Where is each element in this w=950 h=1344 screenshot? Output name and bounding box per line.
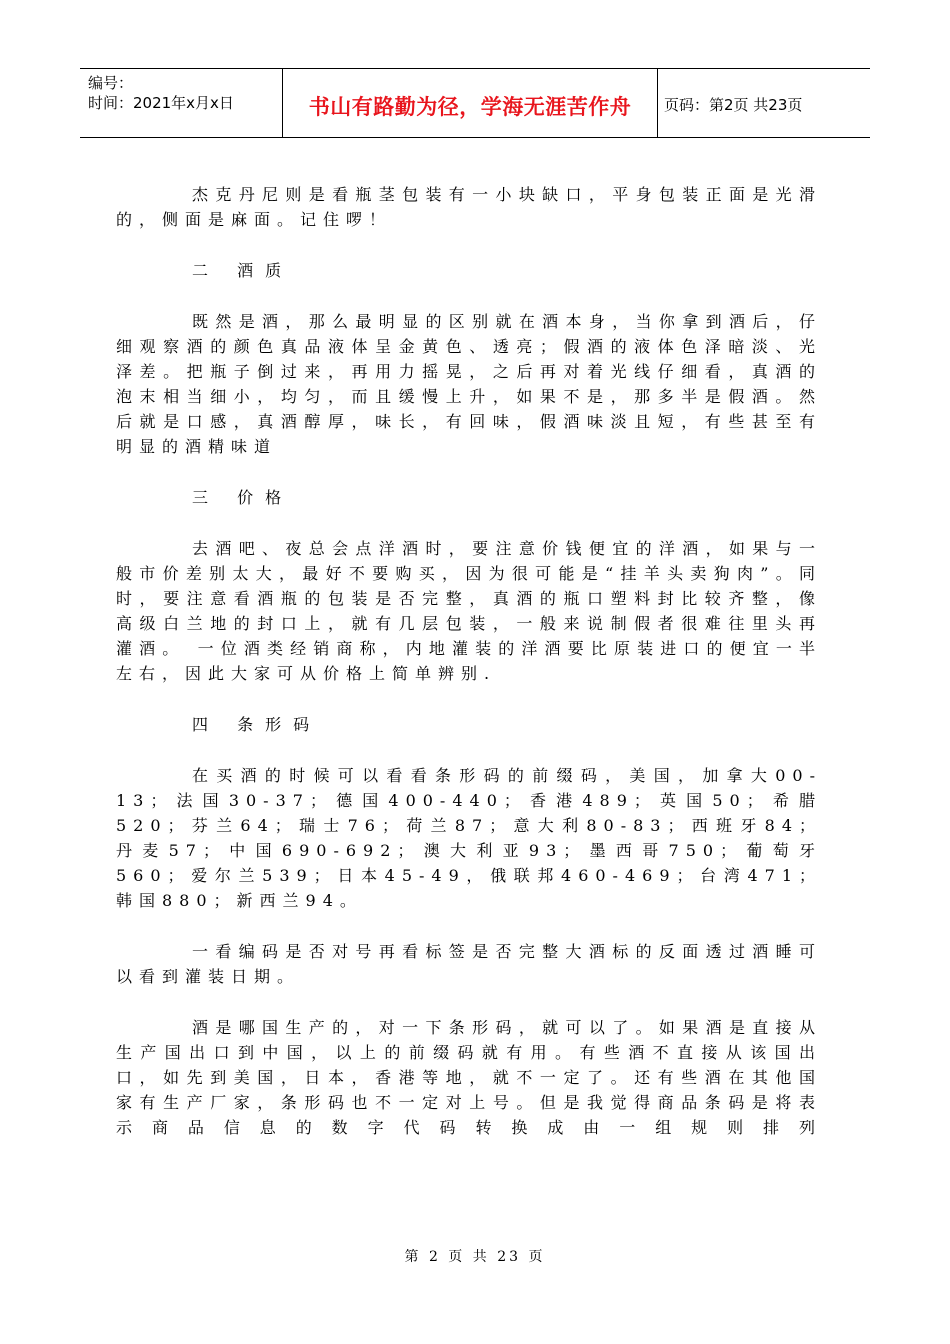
code-label: 编号：: [88, 74, 134, 92]
time-label: 时间：2021年x月x日: [88, 94, 234, 112]
paragraph: 既然是酒，那么最明显的区别就在酒本身，当你拿到酒后，仔细观察酒的颜色真品液体呈金黄色、透亮；假酒的液体色泽暗淡、光泽差。把瓶子倒过来，再用力摇晃，之后再对着光线仔细看，真酒的泡末相当细小，均匀，而且缓慢上升，如果不是，那多半是假酒。然后就是口感，真酒醇厚，味长，有回味，假酒味淡且短，有些甚至有明显的酒精味道: [116, 312, 822, 456]
document-header: [80, 68, 870, 138]
motto: 书山有路勤为径，学海无涯苦作舟: [308, 95, 632, 119]
paragraph: 酒是哪国生产的，对一下条形码，就可以了。如果酒是直接从生产国出口到中国，以上的前缀码就有用。有些酒不直接从该国出口，如先到美国，日本，香港等地，就不一定了。还有些酒在其他国家有生产厂家，条形码也不一定对上号。但是我觉得商品条码是将表示商品信息的数字代码转换成由一组规则排列: [116, 1018, 822, 1137]
paragraph: 杰克丹尼则是看瓶茎包装有一小块缺口，平身包装正面是光滑的，侧面是麻面。记住啰！: [116, 185, 822, 229]
section-heading: 四 条形码: [192, 715, 322, 734]
paragraph: 一看编码是否对号再看标签是否完整大酒标的反面透过酒睡可以看到灌装日期。: [116, 942, 822, 986]
paragraph: 去酒吧、夜总会点洋酒时，要注意价钱便宜的洋酒，如果与一般市价差别太大，最好不要购买，因为很可能是“挂羊头卖狗肉”。同时，要注意看酒瓶的包装是否完整，真酒的瓶口塑料封比较齐整，像高级白兰地的封口上，就有几层包装，一般来说制假者很难往里头再灌酒。 一位酒类经销商称，内地灌装的洋酒要比原装进口的便宜一半左右，因此大家可从价格上简单辨别.: [116, 539, 822, 683]
header-meta-cell: [80, 69, 283, 137]
page-info: 页码：第2页 共23页: [664, 96, 803, 114]
page-footer: 第 2 页 共 23 页: [404, 1249, 546, 1265]
paragraph: 在买酒的时候可以看看条形码的前缀码，美国，加拿大00-13；法国30-37；德国400-440；香港489；英国50；希腊520；芬兰64；瑞士76；荷兰87；意大利80-83；西班牙84；丹麦57；中国690-692；澳大利亚93；墨西哥750；葡萄牙560；爱尔兰539；日本45-49，俄联邦460-469；台湾471；韩国880；新西兰94。: [116, 766, 822, 910]
section-heading: 三 价格: [192, 488, 294, 507]
section-heading: 二 酒质: [192, 261, 294, 280]
header-motto-cell: [283, 69, 658, 137]
header-page-cell: [658, 69, 870, 137]
document-body: [116, 182, 822, 1166]
